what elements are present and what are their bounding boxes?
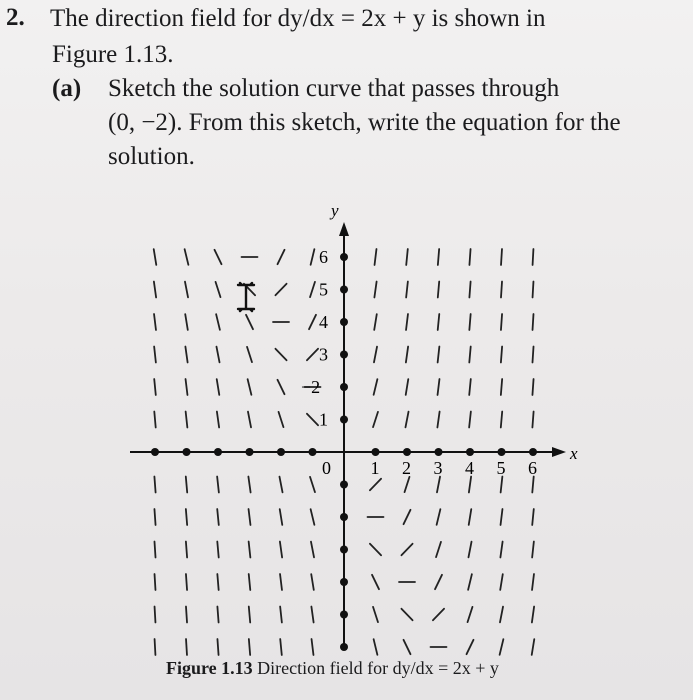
tick-dot bbox=[340, 351, 348, 359]
slope-segment bbox=[217, 639, 218, 655]
slope-segment bbox=[249, 542, 251, 558]
slope-segment bbox=[154, 379, 156, 395]
tick-dot bbox=[151, 448, 159, 456]
slope-segment bbox=[154, 249, 157, 265]
slope-segment bbox=[405, 412, 408, 428]
slope-segment bbox=[406, 249, 408, 265]
x-tick-label: 1 bbox=[370, 458, 380, 478]
slope-segment bbox=[370, 544, 381, 555]
x-tick-label: 6 bbox=[528, 458, 537, 478]
part-label: (a) bbox=[52, 75, 82, 102]
slope-segment bbox=[249, 574, 251, 590]
slope-segment bbox=[280, 542, 282, 558]
slope-segment bbox=[280, 509, 283, 525]
slope-segment bbox=[532, 509, 534, 525]
y-tick-label: 5 bbox=[319, 279, 328, 300]
slope-segment bbox=[154, 509, 155, 525]
tick-dot bbox=[340, 513, 348, 521]
problem-line-1: The direction field for dy/dx = 2x + y is shown in bbox=[50, 5, 546, 32]
slope-segment bbox=[404, 510, 411, 524]
slope-segment bbox=[374, 379, 378, 395]
slope-segment bbox=[275, 284, 286, 295]
slope-segment bbox=[467, 640, 474, 654]
tick-dot bbox=[340, 318, 348, 326]
slope-segment bbox=[469, 249, 470, 265]
slope-segment bbox=[307, 414, 318, 425]
slope-segment bbox=[155, 607, 156, 623]
slope-segment bbox=[217, 574, 218, 590]
slope-segment bbox=[217, 542, 218, 558]
slope-segment bbox=[372, 575, 379, 589]
tick-dot bbox=[529, 448, 537, 456]
tick-dot bbox=[340, 416, 348, 424]
slope-segment bbox=[280, 639, 282, 655]
slope-segment bbox=[501, 509, 503, 525]
y-tick-label: 3 bbox=[319, 344, 328, 365]
x-tick-label: 2 bbox=[402, 458, 411, 478]
slope-segment bbox=[373, 412, 378, 427]
slope-segment bbox=[155, 639, 156, 655]
slope-segment bbox=[435, 575, 442, 589]
slope-segment bbox=[469, 477, 471, 493]
part-line-2: (0, −2). From this sketch, write the equation for the bbox=[108, 109, 621, 136]
slope-segment bbox=[532, 574, 534, 590]
slope-segment bbox=[438, 249, 439, 265]
slope-segment bbox=[280, 574, 282, 590]
slope-segment bbox=[406, 347, 408, 363]
figure-caption bbox=[166, 658, 499, 679]
slope-segment bbox=[278, 380, 285, 394]
slope-segment bbox=[185, 282, 188, 298]
part-line-1: Sketch the solution curve that passes through bbox=[108, 75, 560, 102]
slope-segment bbox=[249, 639, 250, 655]
slope-segment bbox=[401, 609, 412, 620]
slope-segment bbox=[438, 379, 440, 395]
tick-dot bbox=[214, 448, 222, 456]
slope-segment bbox=[248, 379, 252, 395]
slope-segment bbox=[154, 542, 155, 558]
slope-segment bbox=[186, 412, 188, 428]
slope-segment bbox=[438, 314, 440, 330]
slope-segment bbox=[310, 477, 315, 492]
slope-segment bbox=[501, 249, 502, 265]
slope-segment bbox=[186, 607, 187, 623]
slope-segment bbox=[404, 640, 411, 654]
tick-dot bbox=[340, 481, 348, 489]
slope-segment bbox=[155, 574, 156, 590]
slope-segment bbox=[532, 607, 534, 623]
y-tick-label: 4 bbox=[319, 312, 328, 332]
y-tick-label: 6 bbox=[319, 247, 328, 267]
slope-segment bbox=[216, 347, 219, 363]
caption-label: Figure 1.13 bbox=[166, 658, 253, 678]
y-negative-tick-label: −2 bbox=[301, 377, 321, 397]
slope-segment bbox=[500, 542, 502, 558]
tick-dot bbox=[183, 448, 191, 456]
tick-dot bbox=[466, 448, 474, 456]
slope-segment bbox=[438, 347, 440, 363]
y-tick-labels bbox=[301, 247, 328, 430]
tick-dot bbox=[435, 448, 443, 456]
slope-segment bbox=[248, 477, 250, 493]
slope-segment bbox=[532, 379, 533, 395]
slope-segment bbox=[374, 639, 378, 655]
slope-segment bbox=[532, 542, 534, 558]
slope-segment bbox=[215, 250, 222, 264]
slope-segment bbox=[501, 477, 503, 493]
slope-segment bbox=[501, 282, 502, 298]
slope-segment bbox=[373, 607, 378, 622]
slope-segment bbox=[249, 607, 250, 623]
part-line-3: solution. bbox=[108, 143, 195, 170]
slope-segment bbox=[154, 477, 155, 493]
slope-segment bbox=[216, 282, 221, 297]
slope-segment bbox=[186, 639, 187, 655]
y-tick-label: 1 bbox=[319, 409, 328, 430]
slope-segment bbox=[248, 412, 251, 428]
slope-segment bbox=[246, 315, 253, 329]
slope-segment bbox=[500, 574, 503, 590]
x-axis-label: x bbox=[570, 444, 578, 463]
y-axis-arrow bbox=[339, 222, 349, 236]
slope-segment bbox=[154, 347, 156, 363]
slope-segment bbox=[311, 607, 313, 623]
slope-segment bbox=[249, 509, 251, 525]
slope-segment bbox=[375, 249, 377, 265]
slope-segment bbox=[468, 574, 472, 590]
tick-dot bbox=[498, 448, 506, 456]
slope-segment bbox=[501, 412, 502, 428]
slope-segment bbox=[500, 639, 504, 655]
slope-segment bbox=[311, 249, 315, 265]
slope-segment bbox=[186, 542, 187, 558]
slope-segment bbox=[406, 282, 408, 298]
slope-segment bbox=[312, 639, 314, 655]
slope-segment bbox=[185, 314, 188, 330]
tick-dot bbox=[340, 578, 348, 586]
slope-segment bbox=[154, 282, 156, 298]
tick-dot bbox=[340, 383, 348, 391]
problem-line-2: Figure 1.13. bbox=[52, 41, 174, 68]
caption-text: Direction field for dy/dx = 2x + y bbox=[257, 658, 499, 678]
tick-dot bbox=[309, 448, 317, 456]
slope-segment bbox=[217, 509, 219, 525]
slope-segment bbox=[309, 315, 316, 329]
slope-segment bbox=[186, 379, 188, 395]
slope-segment bbox=[469, 379, 471, 395]
tick-dot bbox=[340, 546, 348, 554]
slope-segment bbox=[217, 607, 218, 623]
slope-segment bbox=[469, 282, 470, 298]
slope-segment bbox=[501, 314, 502, 330]
slope-segment bbox=[406, 379, 409, 395]
slope-segment bbox=[437, 509, 441, 525]
slope-segment bbox=[311, 542, 314, 558]
slope-segment bbox=[501, 379, 502, 395]
slope-segment bbox=[247, 347, 252, 362]
slope-segment bbox=[532, 477, 533, 493]
tick-dot bbox=[246, 448, 254, 456]
slope-segment bbox=[501, 347, 502, 363]
slope-segment bbox=[370, 479, 381, 490]
slope-segment bbox=[401, 544, 412, 555]
slope-segment bbox=[278, 250, 285, 264]
tick-dot bbox=[372, 448, 380, 456]
slope-segment bbox=[307, 349, 318, 360]
slope-segment bbox=[186, 574, 187, 590]
x-tick-labels bbox=[371, 458, 538, 478]
slope-segment bbox=[437, 412, 439, 428]
tick-dot bbox=[340, 643, 348, 651]
tick-dot bbox=[403, 448, 411, 456]
slope-segment bbox=[433, 609, 444, 620]
x-tick-label: 4 bbox=[465, 458, 474, 478]
slope-segment bbox=[500, 607, 503, 623]
slope-segment bbox=[311, 574, 314, 590]
slope-segment bbox=[310, 282, 315, 297]
text-cursor-icon bbox=[238, 283, 254, 311]
tick-dot bbox=[277, 448, 285, 456]
slope-segment bbox=[279, 477, 282, 493]
slope-segment bbox=[217, 379, 220, 395]
slope-segment bbox=[154, 412, 155, 428]
slope-segment bbox=[469, 347, 470, 363]
slope-segment bbox=[533, 314, 534, 330]
slope-segment bbox=[374, 282, 376, 298]
slope-segment bbox=[532, 639, 535, 655]
origin-label: 0 bbox=[322, 458, 331, 478]
slope-segment bbox=[533, 249, 534, 265]
slope-segment bbox=[186, 477, 187, 493]
slope-segment bbox=[438, 282, 439, 298]
slope-segment bbox=[374, 347, 377, 363]
tick-dot bbox=[340, 286, 348, 294]
slope-segment bbox=[468, 607, 473, 622]
slope-segment bbox=[280, 607, 282, 623]
problem-number: 2. bbox=[6, 4, 25, 31]
slope-segment bbox=[469, 412, 471, 428]
slope-segment bbox=[374, 314, 377, 330]
slope-segment bbox=[533, 282, 534, 298]
slope-segment bbox=[468, 542, 471, 558]
slope-segment bbox=[311, 509, 315, 525]
slope-segment bbox=[469, 509, 472, 525]
x-tick-label: 3 bbox=[433, 458, 443, 478]
slope-segment bbox=[405, 477, 410, 492]
slope-segment bbox=[217, 412, 219, 428]
x-tick-label: 5 bbox=[496, 458, 506, 478]
tick-dot bbox=[340, 611, 348, 619]
slope-segment bbox=[185, 249, 189, 265]
slope-segment bbox=[275, 349, 286, 360]
slope-segment bbox=[185, 347, 187, 363]
slope-segment bbox=[532, 412, 533, 428]
y-axis-label: y bbox=[331, 201, 339, 220]
slope-segment bbox=[216, 314, 220, 330]
x-axis-arrow bbox=[552, 447, 566, 457]
slope-segment bbox=[279, 412, 284, 427]
slope-segment bbox=[154, 314, 156, 330]
slope-segment bbox=[469, 314, 470, 330]
slope-segment bbox=[217, 477, 219, 493]
slope-segment bbox=[406, 314, 408, 330]
slope-segment bbox=[436, 542, 441, 557]
tick-dot bbox=[340, 253, 348, 261]
slope-segment bbox=[186, 509, 187, 525]
slope-segment bbox=[532, 347, 533, 363]
slope-segment bbox=[437, 477, 440, 493]
